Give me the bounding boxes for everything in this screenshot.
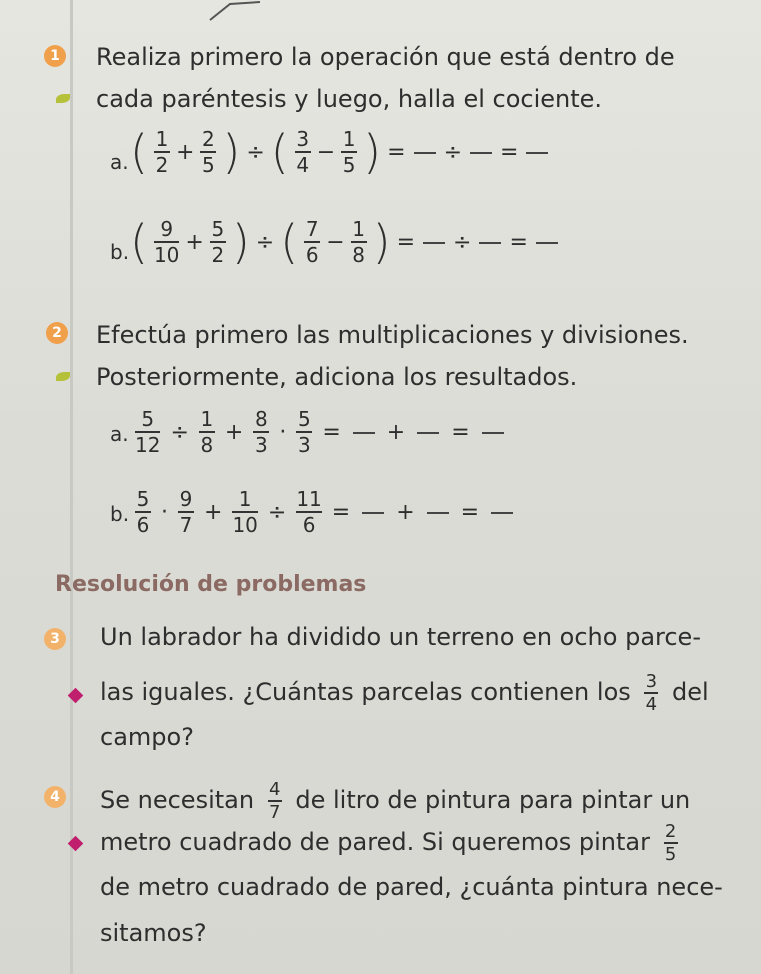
exercise-2b-label: b. (110, 502, 130, 526)
fraction: $\frac{1}{10}$ (232, 487, 258, 537)
fraction: $\frac{1}{5}$ (342, 127, 356, 177)
problem-3-badge: 3 (44, 628, 66, 650)
exercise-1-badge: 1 (44, 45, 66, 67)
exercise-1a-expression: ( $\frac{1}{2}$ + $\frac{2}{5}$ ) ÷ ( $\frac{3}{4}$ − $\frac{1}{5}$ ) = ÷ = (130, 128, 550, 176)
fraction: $\frac{9}{7}$ (179, 487, 193, 537)
exercise-2-instruction-line1: Efectúa primero las multiplicaciones y divisiones. (96, 321, 689, 349)
answer-blank[interactable] (480, 418, 506, 446)
answer-blank[interactable] (425, 498, 451, 526)
exercise-1-bullet-icon (56, 94, 70, 103)
fraction: $\frac{5}{2}$ (211, 217, 225, 267)
answer-blank[interactable] (421, 228, 447, 256)
exercise-1-instruction-line1: Realiza primero la operación que está dentro de (96, 43, 675, 71)
fraction: $\frac{1}{8}$ (352, 217, 365, 267)
exercise-2a-expression: $\frac{5}{12}$ ÷ $\frac{1}{8}$ + $\frac{8}{3}$ · $\frac{5}{3}$ = + = (135, 408, 506, 456)
exercise-2-bullet-icon (56, 372, 70, 381)
pen-scribble (205, 0, 265, 22)
problem-3-line2: las iguales. ¿Cuántas parcelas contienen los $\frac{3}{4}$ del (100, 671, 709, 715)
exercise-1a-label: a. (110, 150, 129, 174)
exercise-2-instruction-line2: Posteriormente, adiciona los resultados. (96, 363, 578, 391)
problem-4-line1: Se necesitan $\frac{4}{7}$ de litro de pintura para pintar un (100, 779, 691, 823)
fraction: $\frac{5}{3}$ (297, 407, 311, 457)
answer-blank[interactable] (468, 138, 494, 166)
problem-4-badge: 4 (44, 786, 66, 808)
exercise-1b-label: b. (110, 240, 130, 264)
answer-blank[interactable] (415, 418, 441, 446)
exercise-1-instruction-line2: cada paréntesis y luego, halla el cociente. (96, 85, 603, 113)
problem-4-line4: sitamos? (100, 919, 207, 947)
fraction: $\frac{1}{8}$ (200, 407, 214, 457)
fraction: $\frac{2}{5}$ (202, 127, 215, 177)
fraction: $\frac{3}{4}$ (296, 127, 310, 177)
answer-blank[interactable] (360, 498, 386, 526)
fraction: $\frac{4}{7}$ (268, 779, 281, 823)
section-heading: Resolución de problemas (55, 572, 367, 597)
fraction: $\frac{3}{4}$ (645, 671, 658, 715)
problem-3-line1: Un labrador ha dividido un terreno en ocho parce- (100, 623, 701, 651)
answer-blank[interactable] (477, 228, 503, 256)
exercise-2-badge: 2 (46, 322, 68, 344)
margin-line (70, 0, 73, 974)
fraction: $\frac{5}{6}$ (136, 487, 150, 537)
fraction: $\frac{8}{3}$ (254, 407, 268, 457)
fraction: $\frac{1}{2}$ (155, 127, 169, 177)
answer-blank[interactable] (351, 418, 377, 446)
fraction: $\frac{7}{6}$ (305, 217, 319, 267)
problem-3-line3: campo? (100, 723, 194, 751)
answer-blank[interactable] (524, 138, 550, 166)
exercise-2a-label: a. (110, 422, 129, 446)
fraction: $\frac{2}{5}$ (664, 821, 677, 865)
problem-4-line2: metro cuadrado de pared. Si queremos pintar $\frac{2}{5}$ (100, 821, 677, 865)
exercise-1b-expression: ( $\frac{9}{10}$ + $\frac{5}{2}$ ) ÷ ( $\frac{7}{6}$ − $\frac{1}{8}$ ) = ÷ = (130, 218, 560, 266)
fraction: $\frac{5}{12}$ (135, 407, 161, 457)
exercise-2b-expression: $\frac{5}{6}$ · $\frac{9}{7}$ + $\frac{1}{10}$ ÷ $\frac{11}{6}$ = + = (135, 488, 515, 536)
problem-4-line3: de metro cuadrado de pared, ¿cuánta pintura nece- (100, 873, 723, 901)
fraction: $\frac{9}{10}$ (153, 217, 180, 267)
answer-blank[interactable] (489, 498, 515, 526)
fraction: $\frac{11}{6}$ (296, 487, 322, 537)
answer-blank[interactable] (534, 228, 560, 256)
answer-blank[interactable] (412, 138, 438, 166)
